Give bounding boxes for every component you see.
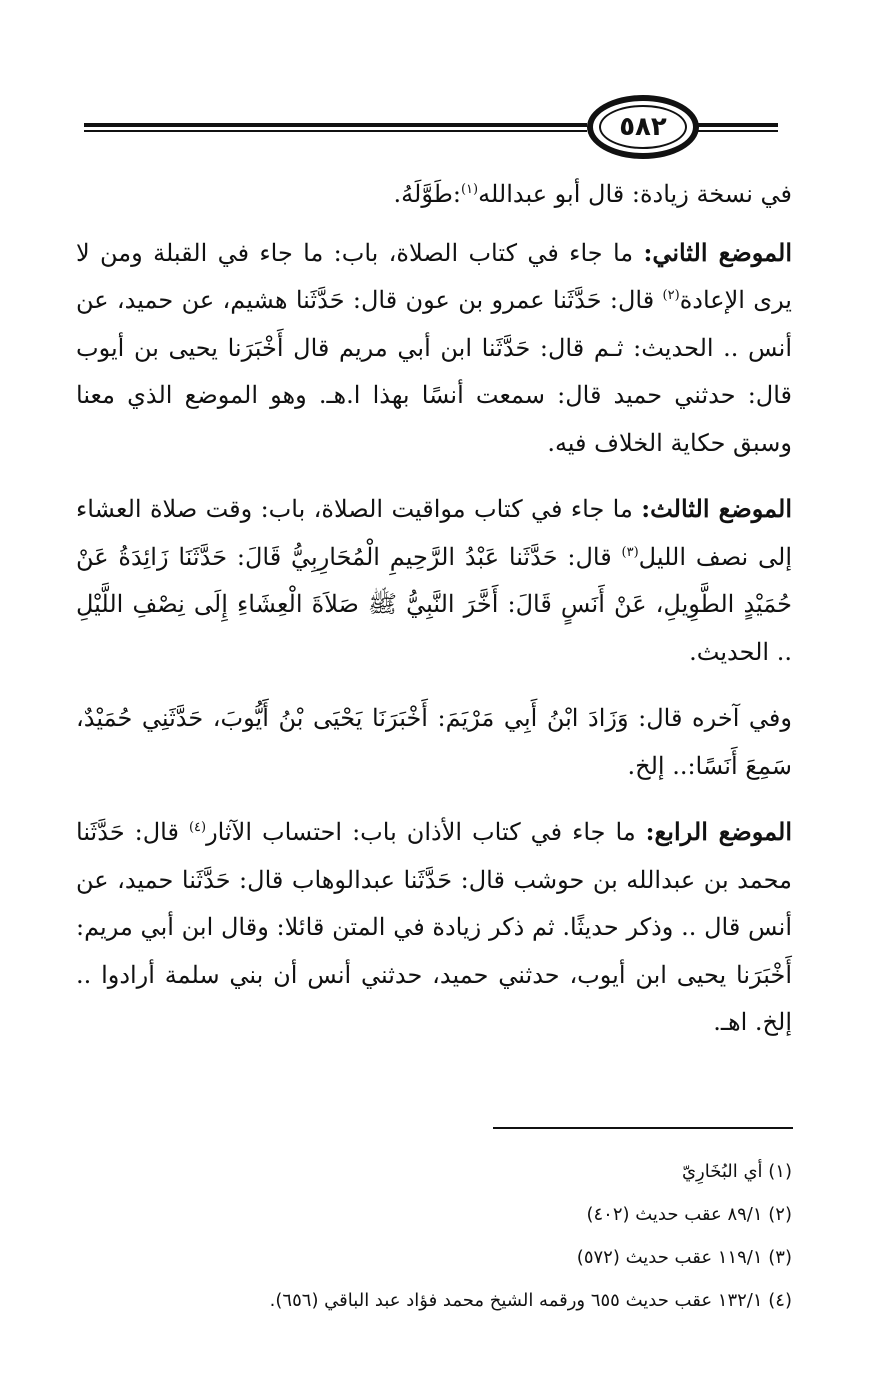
paragraph-5-text-before: ما جاء في كتاب الأذان باب: احتساب الآثار	[206, 818, 646, 846]
header-rule-thick	[84, 123, 587, 127]
paragraph-1-text-before: في نسخة زيادة: قال أبو عبدالله	[478, 180, 792, 208]
paragraph-3-text-before: ما جاء في كتاب مواقيت الصلاة، باب: وقت صلاة العشاء إلى نصف الليل	[76, 495, 793, 571]
paragraph-5-text-after: قال: حَدَّثَنا محمد بن عبدالله بن حوشب قال: حَدَّثَنا عبدالوهاب قال: حَدَّثَنا حميد، عن أنس قال .. وذكر حديثًا. ثم ذكر زيادة في المتن قائلا: وقال ابن أبي مريم: أَخْبَرَنا يحيى ابن أيوب، حدثني حميد، حدثني أنس أن بني سلمة أرادوا .. إلخ. اهـ.	[76, 818, 792, 1036]
main-text	[76, 170, 792, 1065]
paragraph-5	[76, 808, 792, 1047]
paragraph-5-label: الموضع الرابع:	[645, 817, 792, 846]
paragraph-3-label: الموضع الثالث:	[641, 494, 793, 523]
paragraph-3-text-after: قال: حَدَّثَنا عَبْدُ الرَّحِيمِ الْمُحَارِبِيُّ قَالَ: حَدَّثَنَا زَائِدَةُ عَنْ حُمَيْدٍ الطَّوِيلِ، عَنْ أَنَسٍ قَالَ: أَخَّرَ النَّبِيُّ ﷺ صَلاَةَ الْعِشَاءِ إِلَى نِصْفِ اللَّيْلِ .. الحديث.	[76, 542, 792, 666]
footnote-separator	[493, 1127, 793, 1129]
header-rule-thin	[84, 130, 587, 132]
footnote-4: (٤) ١٣٢/١ عقب حديث ٦٥٥ ورقمه الشيخ محمد فؤاد عبد الباقي (٦٥٦).	[269, 1290, 792, 1311]
footnote-ref-3[interactable]: (٣)	[621, 544, 639, 560]
paragraph-3	[76, 485, 792, 676]
paragraph-1-text-after: :طَوَّلَهُ.	[393, 180, 461, 208]
paragraph-4-text-before: وفي آخره قال: وَزَادَ ابْنُ أَبِي مَرْيَمَ: أَخْبَرَنَا يَحْيَى بْنُ أَيُّوبَ، حَدَّثَنِي حُمَيْدٌ، سَمِعَ أَنَسًا:.. إلخ.	[76, 704, 792, 780]
paragraph-2-text-after: قال: حَدَّثَنا عمرو بن عون قال: حَدَّثَنا هشيم، عن حميد، عن أنس .. الحديث: ثـم قال: حَدَّثَنا ابن أبي مريم قال أَخْبَرَنا يحيى بن أيوب قال: حدثني حميد قال: سمعت أنسًا بهذا ا.هـ. وهو الموضع الذي معنا وسبق حكاية الخلاف فيه.	[76, 286, 792, 457]
paragraph-4	[76, 694, 792, 790]
footnote-3: (٣) ١١٩/١ عقب حديث (٥٧٢)	[576, 1247, 792, 1268]
footnote-1: (١) أي البُخَارِيّ	[681, 1161, 792, 1182]
paragraph-1	[76, 170, 792, 219]
paragraph-2-label: الموضع الثاني:	[643, 237, 792, 267]
page-number: ٥٨٢	[619, 112, 667, 142]
header-rule-right-thick	[696, 123, 778, 127]
footnote-ref-2[interactable]: (٢)	[662, 288, 680, 303]
footnote-ref-4[interactable]: (٤)	[188, 820, 207, 835]
paragraph-2	[76, 229, 792, 468]
header-rule-right-thin	[696, 130, 778, 132]
footnote-2: (٢) ٨٩/١ عقب حديث (٤٠٢)	[586, 1204, 792, 1225]
page-number-oval	[587, 95, 699, 159]
paragraph-2-text-before: ما جاء في كتاب الصلاة، باب: ما جاء في القبلة ومن لا يرى الإعادة	[76, 238, 792, 314]
footnotes	[120, 1150, 792, 1322]
footnote-ref-1[interactable]: (١)	[460, 182, 479, 197]
